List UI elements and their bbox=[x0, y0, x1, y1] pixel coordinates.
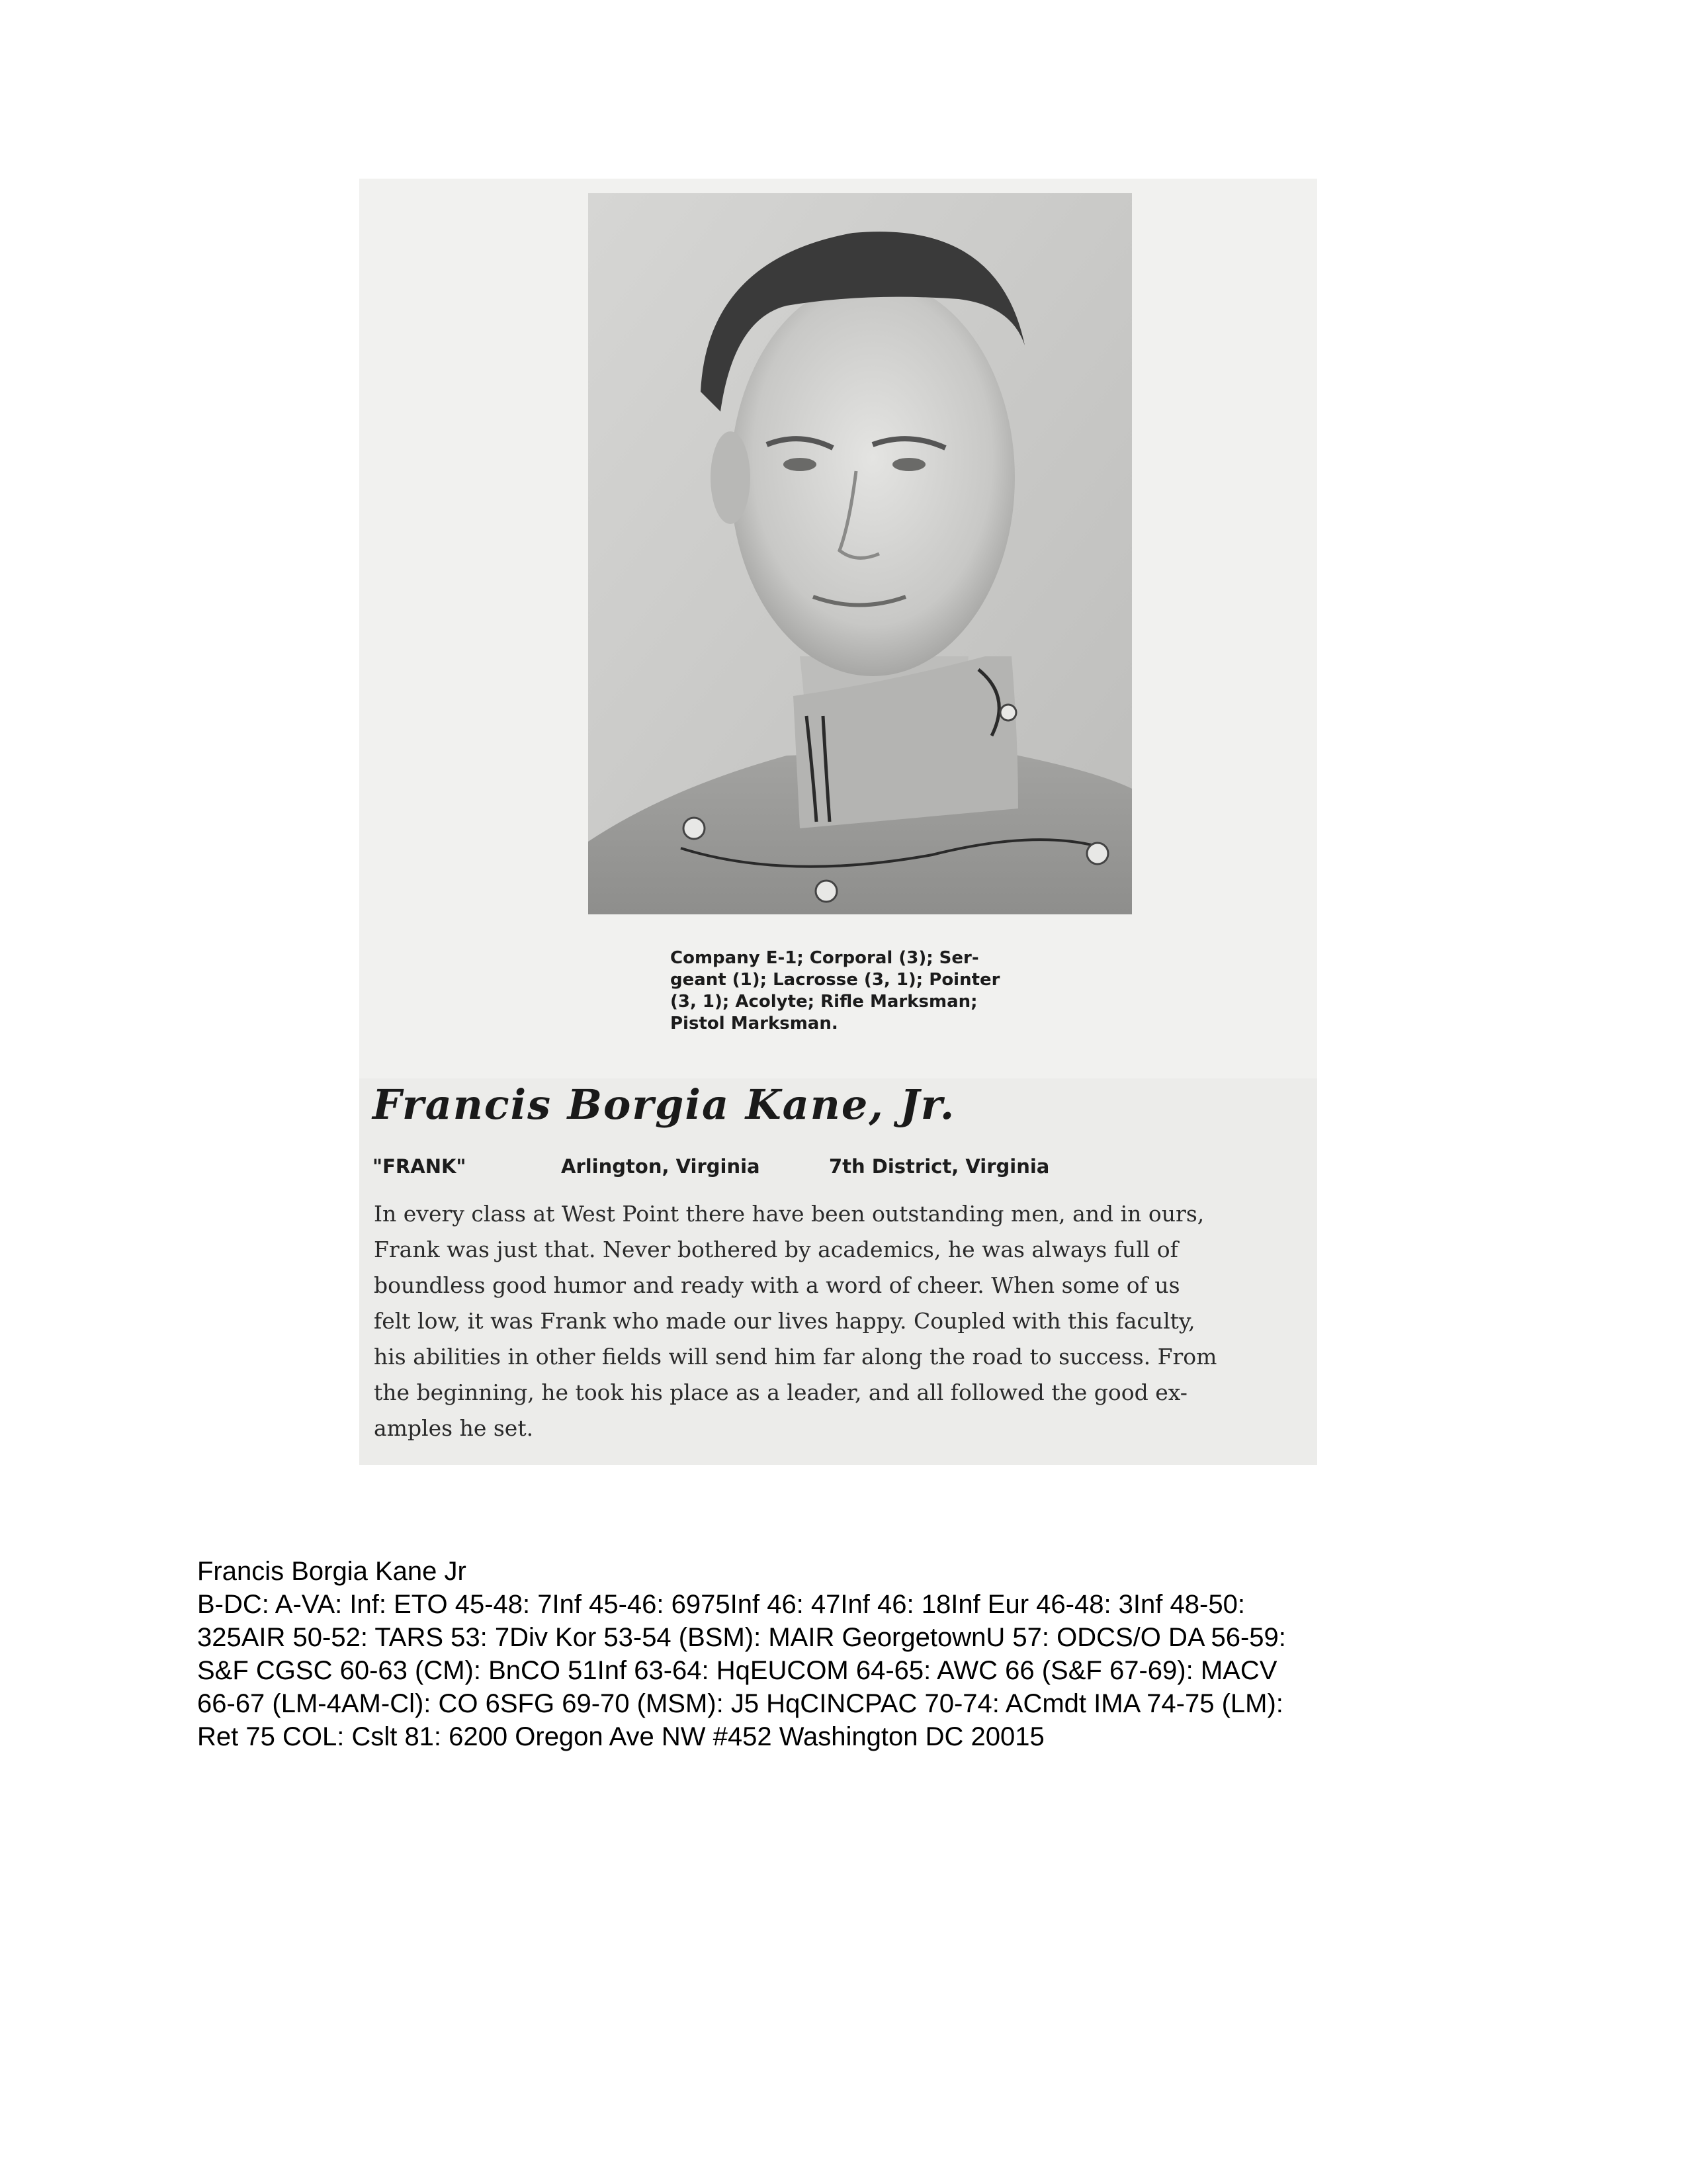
activities-line: Pistol Marksman. bbox=[670, 1014, 838, 1033]
cadet-district: 7th District, Virginia bbox=[829, 1155, 1050, 1178]
bio-line: boundless good humor and ready with a word of cheer. When some of us bbox=[374, 1272, 1180, 1298]
bio-line: amples he set. bbox=[374, 1415, 534, 1441]
cadet-name-heading: Francis Borgia Kane, Jr. bbox=[372, 1080, 956, 1129]
activities-line: Company E-1; Corporal (3); Ser- bbox=[670, 948, 979, 968]
cadet-biography bbox=[374, 1196, 1300, 1446]
register-name: Francis Borgia Kane Jr bbox=[197, 1557, 466, 1586]
cadet-nickname: "FRANK" bbox=[372, 1155, 466, 1178]
register-line: S&F CGSC 60-63 (CM): BnCO 51Inf 63-64: HqEUCOM 64-65: AWC 66 (S&F 67-69): MACV bbox=[197, 1656, 1277, 1685]
register-line: 66-67 (LM-4AM-Cl): CO 6SFG 69-70 (MSM): J5 HqCINCPAC 70-74: ACmdt IMA 74-75 (LM): bbox=[197, 1689, 1283, 1718]
bio-line: In every class at West Point there have been outstanding men, and in ours, bbox=[374, 1201, 1205, 1227]
bio-line: his abilities in other fields will send him far along the road to success. From bbox=[374, 1344, 1217, 1370]
bio-line: felt low, it was Frank who made our lives happy. Coupled with this faculty, bbox=[374, 1308, 1195, 1334]
bio-line: Frank was just that. Never bothered by academics, he was always full of bbox=[374, 1237, 1178, 1262]
bio-line: the beginning, he took his place as a leader, and all followed the good ex- bbox=[374, 1379, 1188, 1405]
activities-line: (3, 1); Acolyte; Rifle Marksman; bbox=[670, 992, 978, 1012]
cadet-hometown: Arlington, Virginia bbox=[561, 1155, 760, 1178]
cadet-activities bbox=[670, 947, 1041, 1035]
activities-line: geant (1); Lacrosse (3, 1); Pointer bbox=[670, 970, 1000, 990]
yearbook-scan bbox=[359, 179, 1317, 1465]
register-entry bbox=[197, 1555, 1514, 1753]
register-line: B-DC: A-VA: Inf: ETO 45-48: 7Inf 45-46: 6975Inf 46: 47Inf 46: 18Inf Eur 46-48: 3Inf 48-50: bbox=[197, 1590, 1245, 1619]
cadet-portrait-photo bbox=[588, 193, 1132, 914]
register-line: Ret 75 COL: Cslt 81: 6200 Oregon Ave NW #452 Washington DC 20015 bbox=[197, 1722, 1045, 1751]
register-line: 325AIR 50-52: TARS 53: 7Div Kor 53-54 (BSM): MAIR GeorgetownU 57: ODCS/O DA 56-59: bbox=[197, 1623, 1286, 1652]
portrait-illustration bbox=[588, 193, 1132, 914]
